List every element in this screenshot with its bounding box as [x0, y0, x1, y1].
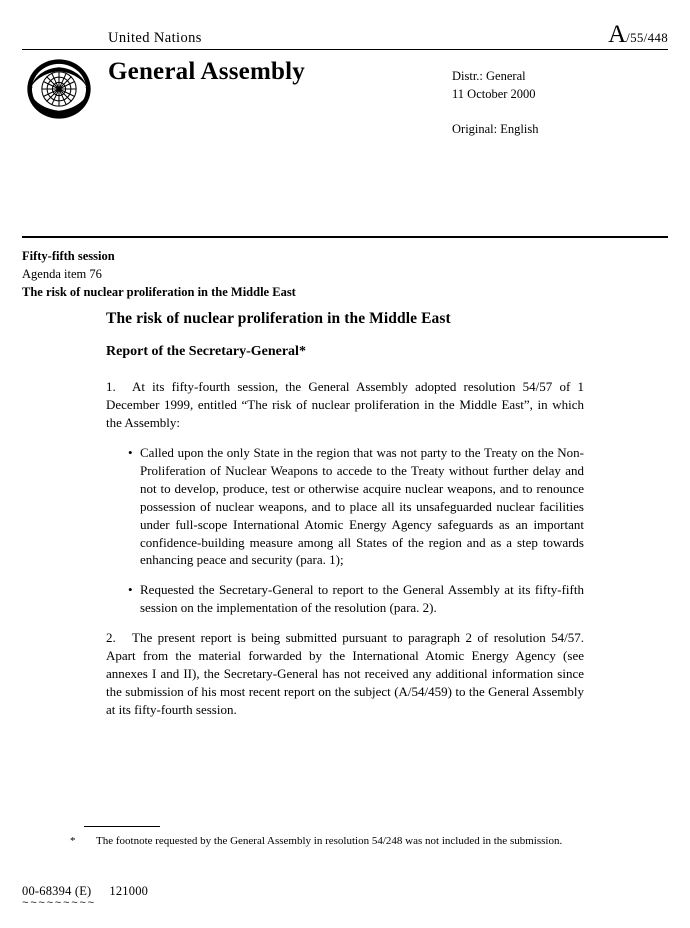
paragraph-2-number: 2.: [106, 630, 116, 646]
masthead-body: [22, 50, 668, 170]
document-symbol: [608, 22, 668, 47]
list-item: • Requested the Secretary-General to report to the General Assembly at its fifty-fifth session on the implementation of the resolution (para. 2).: [128, 581, 584, 617]
paragraph-2: [106, 629, 584, 719]
job-number-value: 00-68394 (E): [22, 884, 92, 898]
date-code-value: 121000: [109, 884, 149, 898]
agenda-topic-line: The risk of nuclear proliferation in the Middle East: [22, 284, 296, 299]
agenda-item-line: Agenda item 76: [22, 266, 102, 281]
distribution-line: Distr.: General: [452, 69, 526, 83]
bullet-list: [106, 444, 584, 617]
document-symbol-prefix: A: [608, 21, 627, 48]
barcode: ~~~~~~~~~: [22, 898, 96, 910]
footnote-marker: *: [70, 835, 76, 847]
distribution-block: [452, 68, 536, 104]
organization-name: United Nations: [108, 30, 202, 46]
paragraph-1-number: 1.: [106, 379, 116, 394]
header-divider: [22, 236, 668, 238]
document-symbol-rest: /55/448: [626, 30, 668, 45]
document-date: 11 October 2000: [452, 86, 536, 101]
body-name: General Assembly: [108, 58, 305, 85]
masthead-header-row: [22, 22, 668, 50]
paragraph-1: [106, 378, 584, 432]
session-info: [22, 248, 522, 301]
page-title: The risk of nuclear proliferation in the Middle East: [106, 310, 451, 327]
paragraph-2-text: The present report is being submitted pursuant to paragraph 2 of resolution 54/57. Apart from the material forwarded by the International Atomic Energy Agency (see annexes I and II), the Secretary-General has not received any additional information since the submission of his most recent report on the subject (A/54/459) to the General Assembly at its fifty-fourth session.: [106, 630, 584, 717]
footnote: [70, 834, 584, 849]
document-body: [106, 310, 584, 731]
masthead: [22, 22, 668, 170]
paragraph-1-text: At its fifty-fourth session, the General Assembly adopted resolution 54/57 of 1 December 1999, entitled “The risk of nuclear proliferation in the Middle East”, in which the Assembly:: [106, 379, 584, 430]
session-line: Fifty-fifth session: [22, 249, 115, 263]
job-number: [22, 884, 148, 899]
footnote-text: The footnote requested by the General Assembly in resolution 54/248 was not included in the submission.: [96, 835, 563, 847]
footnote-divider: [84, 826, 160, 827]
un-emblem-icon: [26, 58, 92, 120]
list-item: • Called upon the only State in the region that was not party to the Treaty on the Non-Proliferation of Nuclear Weapons to accede to the Treaty without further delay and not to develop, produce, test or otherwise acquire nuclear weapons, and to renounce possession of nuclear weapons, and to place all its unsafeguarded nuclear facilities under full-scope International Atomic Energy Agency safeguards as an important confidence-building measure among all States of the region and as a step towards enhancing peace and security (para. 1);: [128, 444, 584, 570]
page-subtitle: Report of the Secretary-General*: [106, 344, 306, 359]
original-language: Original: English: [452, 122, 539, 136]
